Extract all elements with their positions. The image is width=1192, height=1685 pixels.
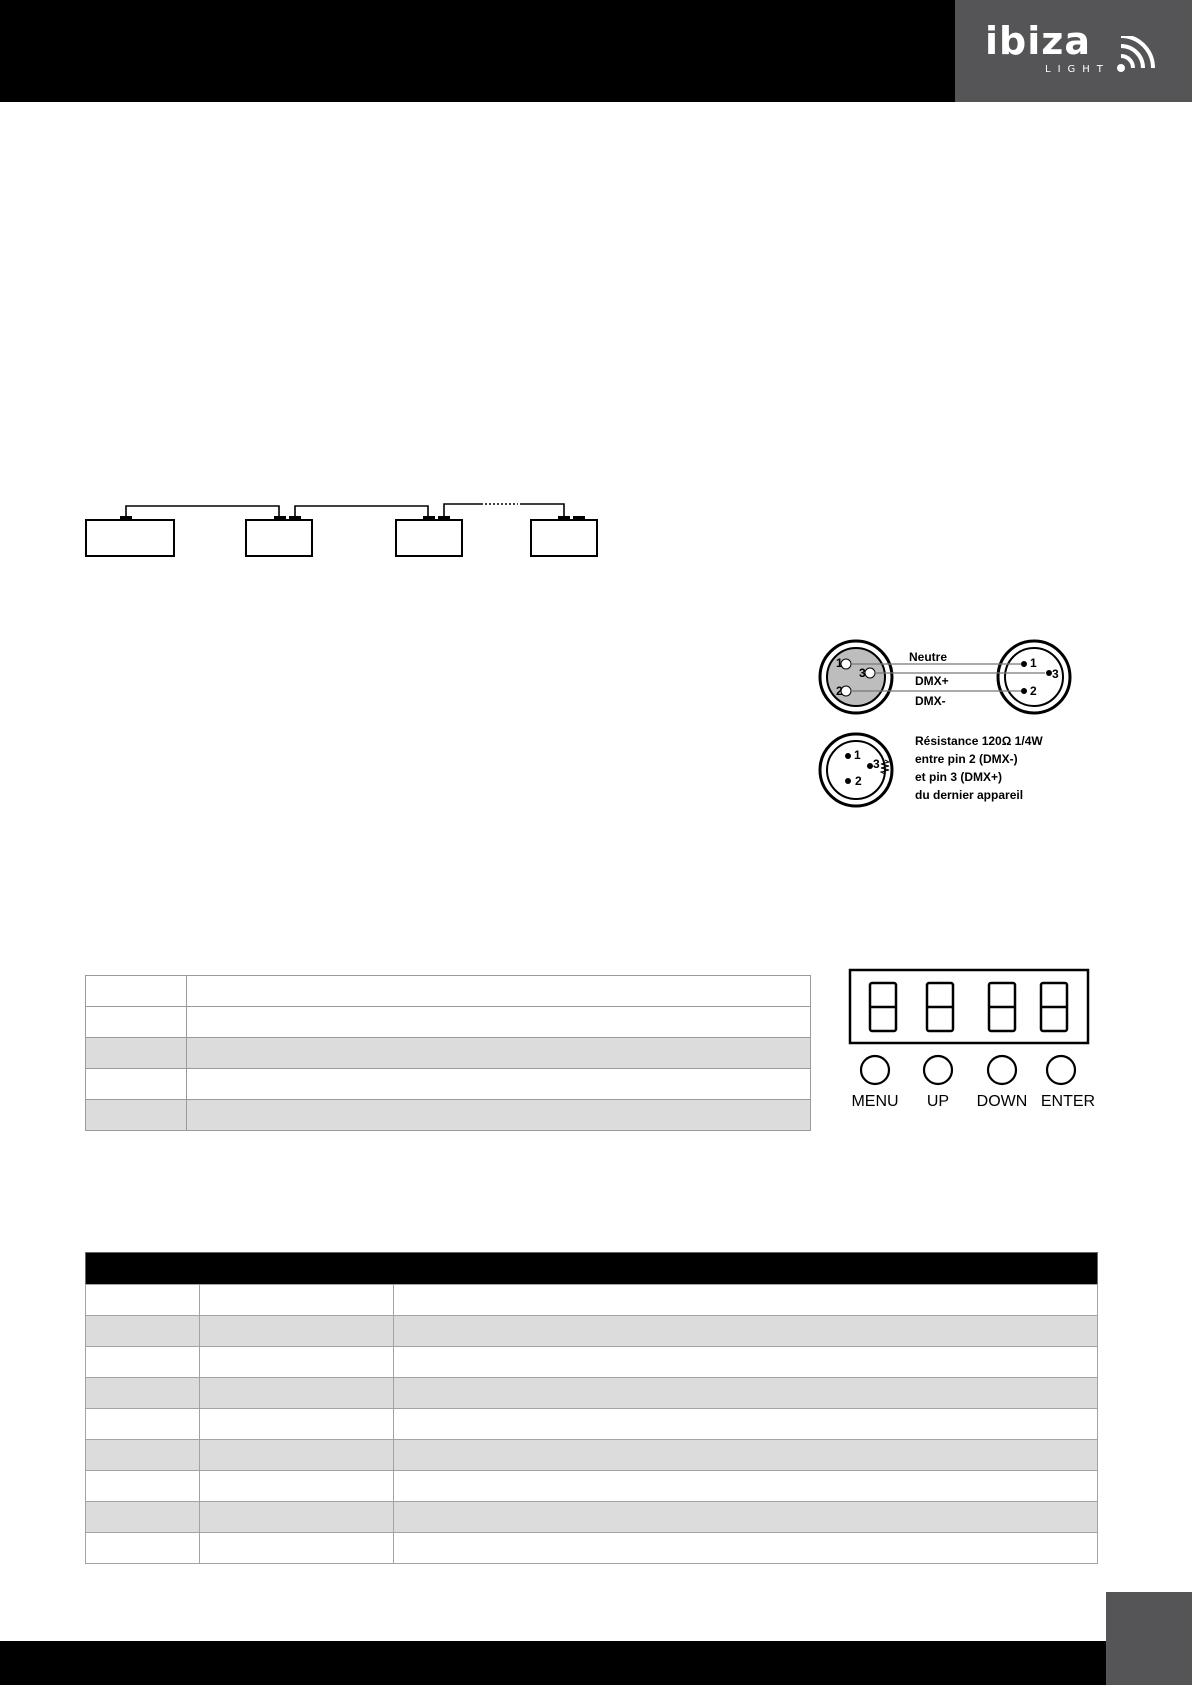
resistor-line-3: et pin 3 (DMX+)	[915, 770, 1003, 784]
pin-2-label-f: 2	[1030, 684, 1037, 698]
dmx-plus-label: DMX+	[915, 674, 949, 688]
menu-button-label: MENU	[851, 1093, 899, 1110]
table-row	[86, 1347, 1098, 1378]
pin-3-label-f: 3	[1052, 667, 1059, 681]
footer-bar	[0, 1641, 1192, 1685]
brand-name: ibiza	[985, 19, 1092, 63]
table-row	[86, 1533, 1098, 1564]
table-row	[86, 1409, 1098, 1440]
table-header-row	[86, 1253, 1098, 1285]
neutral-label: Neutre	[909, 650, 948, 664]
resistor-line-4: du dernier appareil	[915, 788, 1024, 802]
table-row	[86, 1471, 1098, 1502]
dmx-chain-diagram	[80, 500, 620, 560]
resistor-line-1: Résistance 120Ω 1/4W	[915, 734, 1043, 748]
enter-button	[1047, 1056, 1075, 1084]
table-row	[86, 1502, 1098, 1533]
dmx-minus-label: DMX-	[915, 694, 946, 708]
down-button	[988, 1056, 1016, 1084]
pin-2-label-t: 2	[855, 774, 862, 788]
menu-button	[861, 1056, 889, 1084]
table-row	[86, 1007, 811, 1038]
pin-1-label-f: 1	[1030, 656, 1037, 670]
up-button-label: UP	[926, 1093, 950, 1110]
enter-button-label: ENTER	[1040, 1093, 1096, 1110]
settings-table	[85, 975, 811, 1131]
brand-logo	[955, 0, 1192, 102]
device-3	[531, 520, 597, 556]
header-bar	[0, 0, 955, 102]
control-panel	[845, 968, 1105, 1116]
xlr-wiring-diagram	[815, 635, 1075, 815]
signal-waves-icon	[1115, 36, 1163, 76]
pin-1-label-t: 1	[854, 748, 861, 762]
table-row	[86, 1316, 1098, 1347]
table-row	[86, 1100, 811, 1131]
down-button-label: DOWN	[976, 1093, 1028, 1110]
resistor-line-2: entre pin 2 (DMX-)	[915, 752, 1018, 766]
table-row	[86, 1069, 811, 1100]
pin-1-label: 1	[836, 656, 843, 670]
device-1	[246, 520, 312, 556]
pin-3-label: 3	[859, 666, 866, 680]
page-number-tab	[1106, 1592, 1192, 1685]
pin-2-label: 2	[836, 684, 843, 698]
table-row	[86, 1440, 1098, 1471]
pin-3-label-t: 3	[873, 757, 880, 771]
device-controller	[86, 520, 174, 556]
table-row	[86, 1378, 1098, 1409]
brand-sub: LIGHT	[1045, 64, 1110, 75]
table-row	[86, 1285, 1098, 1316]
table-row	[86, 1038, 811, 1069]
dmx-channel-table	[85, 1252, 1098, 1564]
table-row	[86, 976, 811, 1007]
device-2	[396, 520, 462, 556]
up-button	[924, 1056, 952, 1084]
